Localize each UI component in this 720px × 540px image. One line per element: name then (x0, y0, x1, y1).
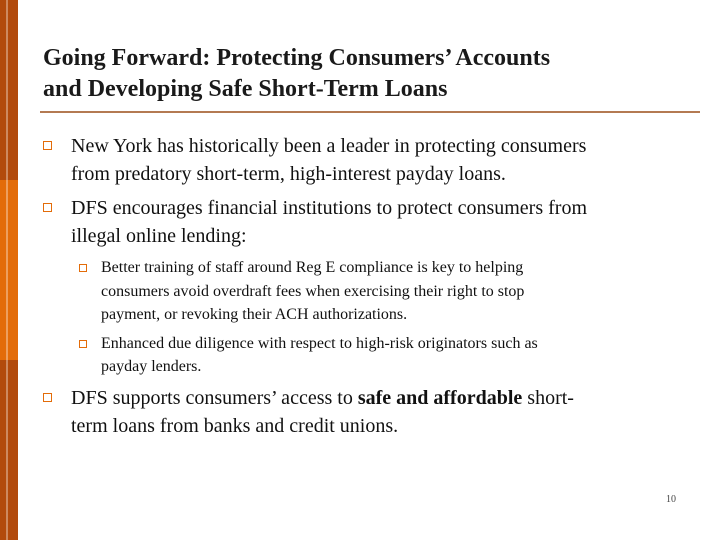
title-line-1: Going Forward: Protecting Consumers’ Accounts (43, 45, 551, 71)
slide-title (43, 43, 693, 105)
sub-bullet-text: Better training of staff around Reg E compliance is key to helping (101, 259, 524, 276)
left-bar-middle (0, 180, 18, 360)
bullet-item (43, 132, 683, 188)
sub-bullet-text: Enhanced due diligence with respect to high-risk originators such as (101, 334, 538, 352)
sub-bullet-item (79, 332, 683, 379)
sub-bullet-item (79, 256, 683, 327)
left-bar-highlight (6, 0, 8, 540)
square-bullet-icon (43, 393, 52, 402)
bullet-text: DFS encourages financial institutions to protect consumers from (71, 197, 588, 219)
left-bar-top (0, 0, 18, 180)
page-number: 10 (666, 494, 676, 505)
left-bar-bottom (0, 360, 18, 540)
bullet-text: illegal online lending: (71, 225, 247, 247)
square-bullet-icon (43, 203, 52, 212)
square-bullet-icon (79, 340, 87, 348)
slide-body (43, 132, 683, 446)
square-bullet-icon (79, 264, 87, 272)
bullet-text-segment: DFS supports consumers’ access to (71, 386, 358, 409)
bullet-text: term loans from banks and credit unions. (71, 414, 399, 437)
title-divider (40, 111, 700, 113)
bullet-text: from predatory short-term, high-interest payday loans. (71, 163, 506, 185)
bullet-text-emphasis: safe and affordable (357, 386, 523, 409)
bullet-text-segment: short- (522, 386, 574, 409)
sub-bullet-text: consumers avoid overdraft fees when exercising their right to stop (101, 282, 525, 300)
bullet-item (43, 384, 683, 440)
bullet-text: New York has historically been a leader in protecting consumers (71, 135, 587, 157)
sub-bullet-text: payday lenders. (101, 358, 202, 375)
bullet-item (43, 194, 683, 250)
bullet-text-line (71, 384, 683, 412)
title-line-2: and Developing Safe Short-Term Loans (43, 76, 448, 102)
square-bullet-icon (43, 141, 52, 150)
sub-bullet-text: payment, or revoking their ACH authorizations. (101, 306, 408, 323)
